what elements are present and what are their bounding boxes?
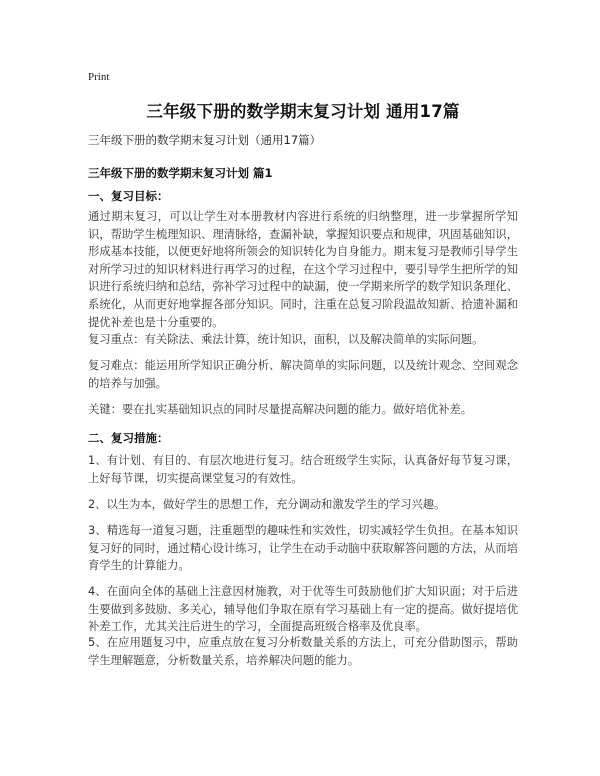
print-label: Print [88,71,110,83]
section-title: 三年级下册的数学期末复习计划 篇1 [88,166,273,180]
difficulties-paragraph: 复习难点：能运用所学知识正确分析、解决简单的实际问题，以及统计观念、空间观念的培养与加强。 [88,359,518,390]
heading-review-measures: 二、复习措施： [88,431,169,445]
goal-paragraph: 通过期末复习，可以让学生对本册教材内容进行系统的归纳整理，进一步掌握所学知识，帮助学生梳理知识、理清脉络，查漏补缺，掌握知识要点和规律，巩固基础知识，形成基本技能，以便更好地将所领会的知识转化为自身能力。期末复习是教师引导学生对所学习过的知识材料进行再学习的过程，在这个学习过程中，要引导学生把所学的知识进行系统归纳和总结，弥补学习过程中的缺漏，使一学期来所学的数学知识条理化、系统化，从而更好地掌握各部分知识。同时，注重在总复习阶段温故知新、拾遗补漏和提优补差也是十分重要的。 [88,210,518,329]
measure-item-2: 2、以生为本，做好学生的思想工作，充分调动和激发学生的学习兴趣。 [88,498,446,511]
measure-item-4: 4、在面向全体的基础上注意因材施教，对于优等生可鼓励他们扩大知识面；对于后进生要做到多鼓励、多关心，辅导他们争取在原有学习基础上有一定的提高。做好提培优补差工作，尤其关注后进生的学习，全面提高班级合格率及优良率。 [88,585,518,634]
measure-item-5: 5、在应用题复习中，应重点放在复习分析数量关系的方法上，可充分借助图示，帮助学生理解题意，分析数量关系，培养解决问题的能力。 [88,636,518,667]
measure-item-1: 1、有计划、有目的、有层次地进行复习。结合班级学生实际，认真备好每节复习课，上好每节课，切实提高课堂复习的有效性。 [88,454,518,485]
key-points-paragraph: 复习重点：有关除法、乘法计算，统计知识，面积，以及解决简单的实际问题。 [88,333,484,346]
measure-item-3: 3、精选每一道复习题，注重题型的趣味性和实效性，切实减轻学生负担。在基本知识复习好的同时，通过精心设计练习，让学生在动手动脑中获取解答问题的方法，从而培育学生的计算能力。 [88,524,518,573]
document-subtitle: 三年级下册的数学期末复习计划（通用17篇） [88,133,322,147]
heading-review-goals: 一、复习目标： [88,189,169,203]
document-title: 三年级下册的数学期末复习计划 通用17篇 [146,102,460,121]
key-paragraph: 关键：要在扎实基础知识点的同时尽量提高解决问题的能力。做好培优补差。 [88,403,473,416]
